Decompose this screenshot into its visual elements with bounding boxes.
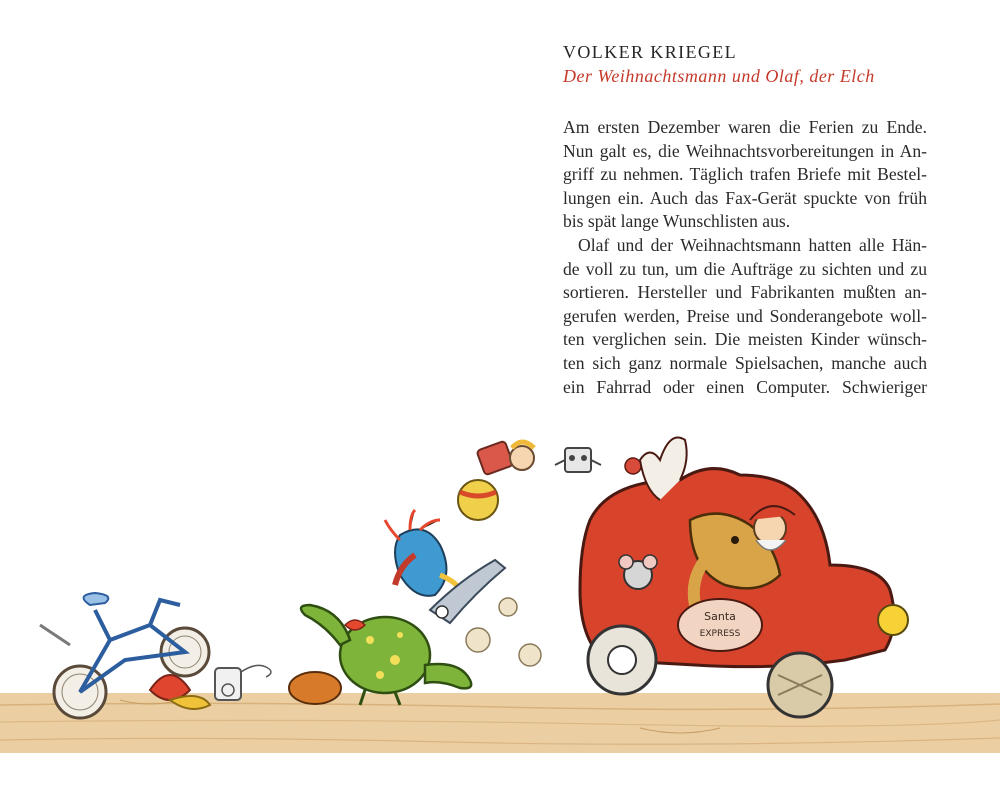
illustration: [0, 400, 1000, 760]
svg-text:EXPRESS: EXPRESS: [699, 629, 741, 639]
text-line: gerufen werden, Preise und Sonderangebote woll-: [563, 305, 927, 326]
ball: [458, 480, 498, 520]
text-line: ten sich ganz normale Spielsachen, manche auch: [563, 352, 927, 373]
text-line: Am ersten Dezember waren die Ferien zu Ende.: [563, 117, 927, 137]
headlight: [878, 605, 908, 635]
text-line: sortieren. Hersteller und Fabrikanten mußten an-: [563, 282, 927, 303]
doll: [476, 441, 534, 476]
text-line: Olaf und der Weihnachtsmann hatten alle Hän-: [578, 234, 927, 255]
text-line: ein Fahrrad oder einen Computer. Schwieriger: [563, 376, 927, 397]
santa-express-badge: [678, 599, 762, 651]
text-line: bis spät lange Wunschlisten aus.: [563, 211, 791, 232]
exhaust-smoke: [466, 598, 541, 666]
football: [289, 672, 341, 704]
text-line: lungen ein. Auch das Fax-Gerät spuckte von früh: [563, 187, 927, 208]
text-line: ten verglichen sein. Die meisten Kinder wünsch-: [563, 329, 927, 350]
text-line: de voll zu tun, um die Aufträge zu sichten und zu: [563, 258, 927, 279]
paragraph-2: [563, 234, 927, 399]
author-name: VOLKER KRIEGEL: [563, 42, 738, 62]
wooden-floor: [0, 693, 1000, 753]
paragraph-1: [563, 116, 927, 234]
svg-text:Santa: Santa: [704, 610, 736, 623]
text-line: griff zu nehmen. Täglich trafen Briefe mit Bestel-: [563, 164, 927, 185]
text-column: [563, 40, 927, 399]
santa-car: [580, 438, 908, 718]
story-title: Der Weihnachtsmann und Olaf, der Elch: [563, 66, 875, 86]
text-line: Nun galt es, die Weihnachtsvorbereitungen in An-: [563, 140, 927, 161]
robot-toy: [555, 448, 641, 474]
